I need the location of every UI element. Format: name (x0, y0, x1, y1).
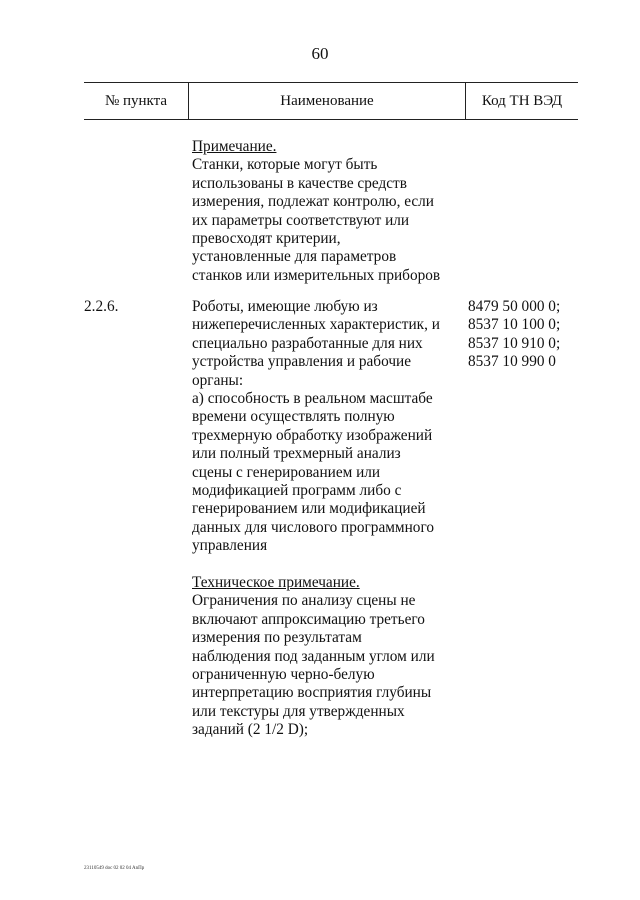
tech-note-line: Ограничения по анализу сцены не (192, 592, 416, 610)
tech-note-line: измерения по результатам (192, 629, 362, 647)
item-line: генерированием или модификацией (192, 500, 426, 518)
item-line: управления (192, 537, 268, 555)
item-line: нижеперечисленных характеристик, и (192, 316, 440, 334)
tn-ved-code: 8537 10 910 0; (468, 334, 561, 352)
item-line: трехмерную обработку изображений (192, 426, 433, 444)
item-line: данных для числового программного (192, 518, 434, 536)
footer-code: 23110549 doc 02 02 04 AnПр (84, 866, 145, 871)
item-line: модификацией программ либо с (192, 482, 402, 500)
item-line: или полный трехмерный анализ (192, 445, 401, 463)
item-codes (468, 298, 560, 372)
item-description (192, 298, 440, 556)
note-block (192, 138, 440, 285)
item-line: специально разработанные для них (192, 334, 423, 352)
item-line: органы: (192, 371, 244, 389)
item-line: устройства управления и рабочие (192, 353, 412, 371)
tech-note-line: ограниченную черно-белую (192, 666, 375, 684)
tn-ved-code: 8479 50 000 0; (468, 298, 561, 315)
tech-note-line: наблюдения под заданным углом или (192, 647, 435, 665)
tn-ved-code: 8537 10 100 0; (468, 316, 561, 334)
item-line: а) способность в реальном масштабе (192, 390, 433, 408)
page-number: 60 (311, 44, 329, 63)
tech-note-line: включают аппроксимацию третьего (192, 610, 425, 628)
tech-note-title: Техническое примечание. (192, 574, 360, 591)
note-line: станков или измерительных приборов (192, 266, 441, 284)
header-item-number: № пункта (104, 93, 168, 109)
tn-ved-code: 8537 10 990 0 (468, 353, 556, 371)
note-title: Примечание. (192, 138, 277, 155)
tech-note-line: или текстуры для утвержденных (192, 702, 405, 720)
note-line: использованы в качестве средств (192, 174, 407, 192)
item-line: времени осуществлять полную (192, 408, 395, 426)
item-number: 2.2.6. (84, 298, 119, 315)
note-line: Станки, которые могут быть (192, 156, 378, 174)
tech-note-line: заданий (2 1/2 D); (192, 721, 309, 739)
note-line: измерения, подлежат контролю, если (192, 193, 434, 211)
note-line: установленные для параметров (192, 248, 397, 266)
tech-note-line: интерпретацию восприятия глубины (192, 684, 432, 702)
header-code: Код ТН ВЭД (481, 93, 563, 109)
header-name: Наименование (280, 93, 374, 109)
table-header (84, 82, 578, 120)
note-line: превосходят критерии, (192, 230, 341, 248)
item-line: Роботы, имеющие любую из (192, 298, 378, 315)
item-line: сцены с генерированием или (192, 463, 381, 481)
tech-note-block (192, 574, 435, 740)
note-line: их параметры соответствуют или (192, 211, 410, 229)
